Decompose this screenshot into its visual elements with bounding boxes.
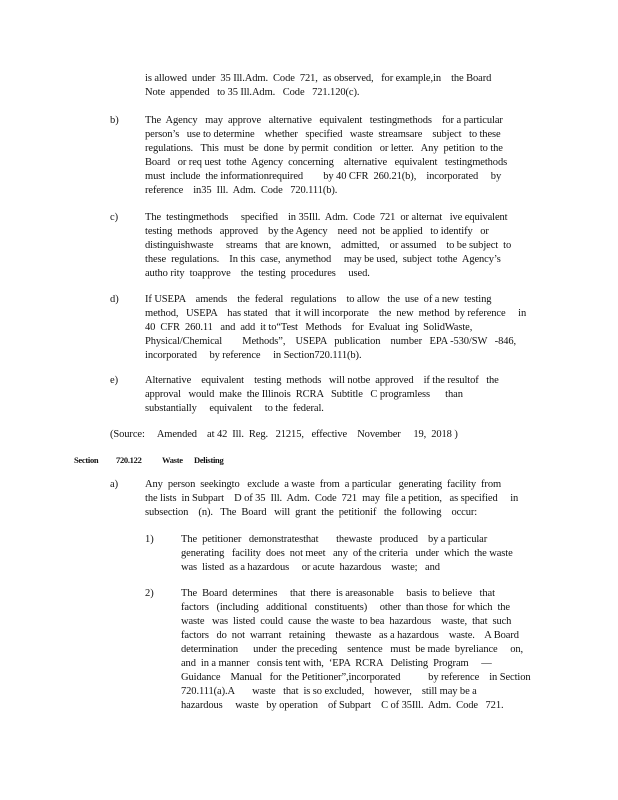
item-e-line: substantially equivalent to the federal. <box>145 403 324 414</box>
item-b-label: b) <box>110 115 119 126</box>
item-e-line: Alternative equivalent testing methods will notbe approved if the resultof the <box>145 375 499 386</box>
sub-a-2-line: hazardous waste by operation of Subpart C of 35Ill. Adm. Code 721. <box>181 700 504 711</box>
sub-a-line: the lists in Subpart D of 35 Ill. Adm. Code 721 may file a petition, as specified in <box>145 493 519 504</box>
item-b-line: person’s use to determine whether specified waste streamsare subject to these <box>145 129 501 140</box>
item-b-line: reference in35 Ill. Adm. Code 720.111(b). <box>145 185 338 196</box>
sub-a-1-line: was listed as a hazardous or acute hazardous waste; and <box>181 562 440 573</box>
section-label: Section <box>74 455 99 465</box>
sub-a-2-line: determination under the preceding sentence must be made byreliance on, <box>181 644 524 655</box>
intro-line: Note appended to 35 Ill.Adm. Code 721.120(c). <box>145 87 360 98</box>
section-title-word: Delisting <box>194 455 224 465</box>
source-note: (Source: Amended at 42 Ill. Reg. 21215, effective November 19, 2018 ) <box>110 429 458 440</box>
section-title-word: Waste <box>162 455 183 465</box>
item-d-label: d) <box>110 294 119 305</box>
sub-a-line: subsection (n). The Board will grant the petitionif the following occur: <box>145 507 478 518</box>
item-c-line: autho rity toapprove the testing procedures used. <box>145 268 370 279</box>
sub-a-2-line: and in a manner consis tent with, ‘EPA RCRA Delisting Program — <box>181 658 492 669</box>
item-c-line: these regulations. In this case, anymethod may be used, subject tothe Agency’s <box>145 254 501 265</box>
sub-a-2-line: 720.111(a).A waste that is so excluded, however, still may be a <box>181 686 477 697</box>
item-d-line: If USEPA amends the federal regulations to allow the use of a new testing <box>145 294 492 305</box>
item-b-line: The Agency may approve alternative equivalent testingmethods for a particular <box>145 115 503 126</box>
item-c-label: c) <box>110 212 119 223</box>
section-number: 720.122 <box>116 455 142 465</box>
item-c-line: The testingmethods specified in 35Ill. Adm. Code 721 or alternat ive equivalent <box>145 212 508 223</box>
item-d-line: Physical/Chemical Methods”, USEPA publication number EPA -530/SW -846, <box>145 336 517 347</box>
sub-a-2-line: waste was listed could cause the waste to bea hazardous waste, that such <box>181 616 512 627</box>
item-d-line: method, USEPA has stated that it will incorporate the new method by reference in <box>145 308 527 319</box>
item-b-line: must include the informationrequired by 40 CFR 260.21(b), incorporated by <box>145 171 502 182</box>
sub-a-line: Any person seekingto exclude a waste from a particular generating facility from <box>145 479 502 490</box>
sub-a-2-line: factors (including additional constituents) other than those for which the <box>181 602 510 613</box>
item-b-line: regulations. This must be done by permit condition or letter. Any petition to the <box>145 143 503 154</box>
sub-a-label: a) <box>110 479 119 490</box>
item-d-line: incorporated by reference in Section720.111(b). <box>145 350 362 361</box>
sub-a-1-line: The petitioner demonstratesthat thewaste produced by a particular <box>181 534 488 545</box>
sub-a-2-label: 2) <box>145 588 154 599</box>
item-d-line: 40 CFR 260.11 and add it to“Test Methods for Evaluat ing SolidWaste, <box>145 322 473 333</box>
item-e-label: e) <box>110 375 119 386</box>
intro-line: is allowed under 35 Ill.Adm. Code 721, as observed, for example,in the Board <box>145 73 492 84</box>
item-e-line: approval would make the Illinois RCRA Subtitle C programless than <box>145 389 463 400</box>
sub-a-2-line: Guidance Manual for the Petitioner”,incorporated by reference in Section <box>181 672 531 683</box>
item-c-line: distinguishwaste streams that are known, admitted, or assumed to be subject to <box>145 240 512 251</box>
sub-a-1-line: generating facility does not meet any of the criteria under which the waste <box>181 548 513 559</box>
sub-a-2-line: The Board determines that there is areasonable basis to believe that <box>181 588 495 599</box>
sub-a-1-label: 1) <box>145 534 154 545</box>
item-c-line: testing methods approved by the Agency need not be applied to identify or <box>145 226 489 237</box>
item-b-line: Board or req uest tothe Agency concerning alternative equivalent testingmethods <box>145 157 508 168</box>
sub-a-2-line: factors do not warrant retaining thewaste as a hazardous waste. A Board <box>181 630 519 641</box>
